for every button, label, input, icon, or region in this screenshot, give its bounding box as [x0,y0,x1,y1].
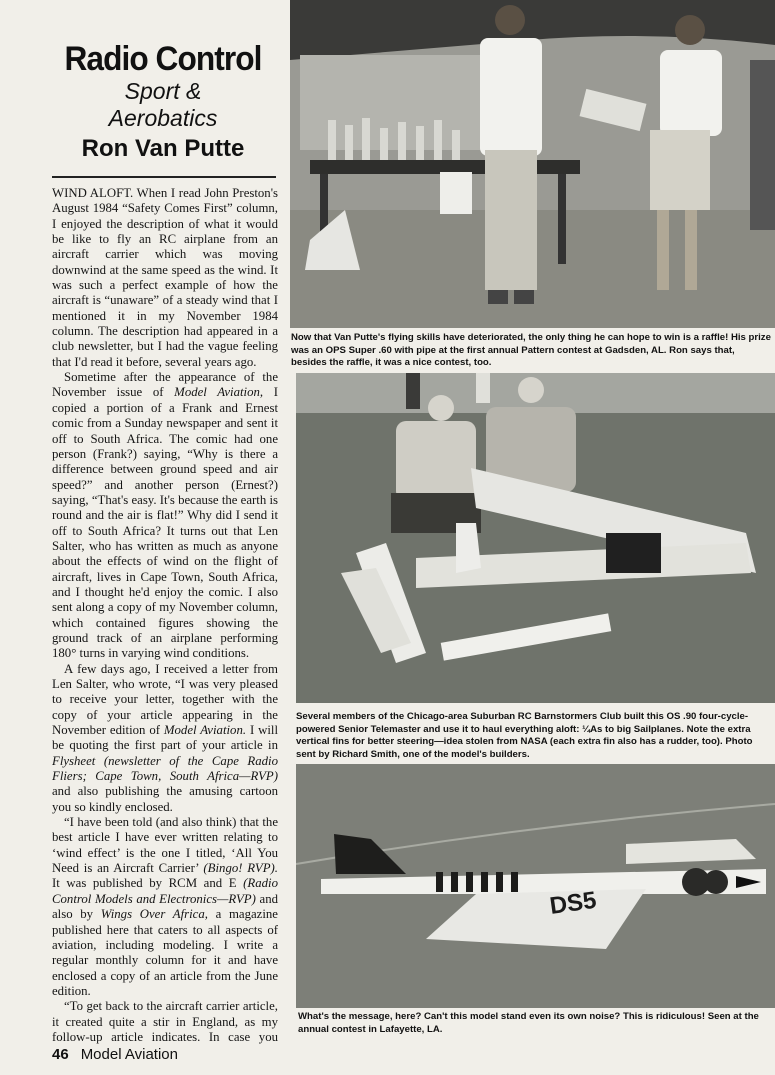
photo-lafayette-model [296,764,775,1008]
author-byline: Ron Van Putte [81,135,245,162]
page-number: 46 [52,1046,69,1063]
paragraph-5: “To get back to the aircraft carrier article, it created quite a stir in England, as my follow-up article indicates. In case you [52,999,278,1044]
caption-lafayette-model: What's the message, here? Can't this model stand even its own noise? This is ridiculous! Seen at the annual contest in Lafayette, LA. [298,1011,759,1035]
section-title: Radio Control [64,40,262,78]
paragraph-3: A few days ago, I received a letter from Len Salter, who wrote, “I was very pleased to receive your letter, together with the copy of your article appearing in the November edition of Model Aviation. I will be quoting the first part of your article in Flysheet (newsletter of the Cape Radio Fliers; Cape Town, South Africa—RVP) and also publishing the amusing cartoon you so kindly enclosed. [52,661,278,814]
header-rule [52,176,276,178]
page-folio [52,1046,178,1063]
photo-senior-telemaster [296,373,775,703]
article-body [52,186,278,1044]
plane-lettering: DS5 [548,886,599,920]
photo-raffle-prize [290,0,775,328]
paragraph-1: WIND ALOFT. When I read John Preston's August 1984 “Safety Comes First” column, I enjoyed the description of what it would be like to fly an RC airplane from an aircraft carrier which was moving downwind at the same speed as the wind. It was such a perfect example of how the aircraft is “unaware” of a steady wind that I mentioned it in my November 1984 column. The description had appeared in a club newsletter, but I had the vague feeling that I'd read it before, several years ago. [52,186,278,369]
caption-senior-telemaster: Several members of the Chicago-area Suburban RC Barnstormers Club built this OS .90 four-cycle-powered Senior Telemaster and use it to haul everything aloft: ¼As to big Sailplanes. Note the extra vertical fins for better steering—idea stolen from NASA (each extra fin also has a rudder, too). Photo sent by Richard Smith, one of the model's builders. [296,711,753,760]
caption-raffle-prize: Now that Van Putte's flying skills have deteriorated, the only thing he can hope to win is a raffle! His prize was an OPS Super .60 with pipe at the first annual Pattern contest at Gadsden, AL. Ron says that, besides the raffle, it was a nice contest, too. [291,332,771,368]
subtitle-line-1: Sport & [124,78,202,104]
magazine-name: Model Aviation [80,1046,178,1063]
article-header [50,40,276,164]
paragraph-4: “I have been told (and also think) that the best article I have ever written relating to ‘wind effect’ is the one I titled, ‘All You Need is an Aircraft Carrier’ (Bingo! RVP). It was published by RCM and E (Radio Control Models and Electronics—RVP) and also by Wings Over Africa, a magazine published here that caters to all aspects of aviation, including modeling. I write a regular monthly column for it and have enclosed a copy of an article from the June edition. [52,815,278,998]
subtitle-line-2: Aerobatics [108,105,218,131]
paragraph-2: Sometime after the appearance of the November issue of Model Aviation, I copied a portion of a Frank and Ernest comic from a Sunday newspaper and sent it off to South Africa. The comic had one person (Frank?) saying, “Why is there a difference between ground speed and air speed?” and another person (Ernest?) saying, “That's easy. It's because the earth is round and the air is flat!” Why did I send it off to South Africa? It turns out that Len Salter, who has written as much as anyone about the effects of wind on the flight of aircraft, lives in Cape Town, South Africa, and I thought he'd enjoy the comic. I also sent along a copy of my November column, which contained figures showing the ground track of an airplane performing 180° turns in varying wind conditions. [52,370,278,661]
